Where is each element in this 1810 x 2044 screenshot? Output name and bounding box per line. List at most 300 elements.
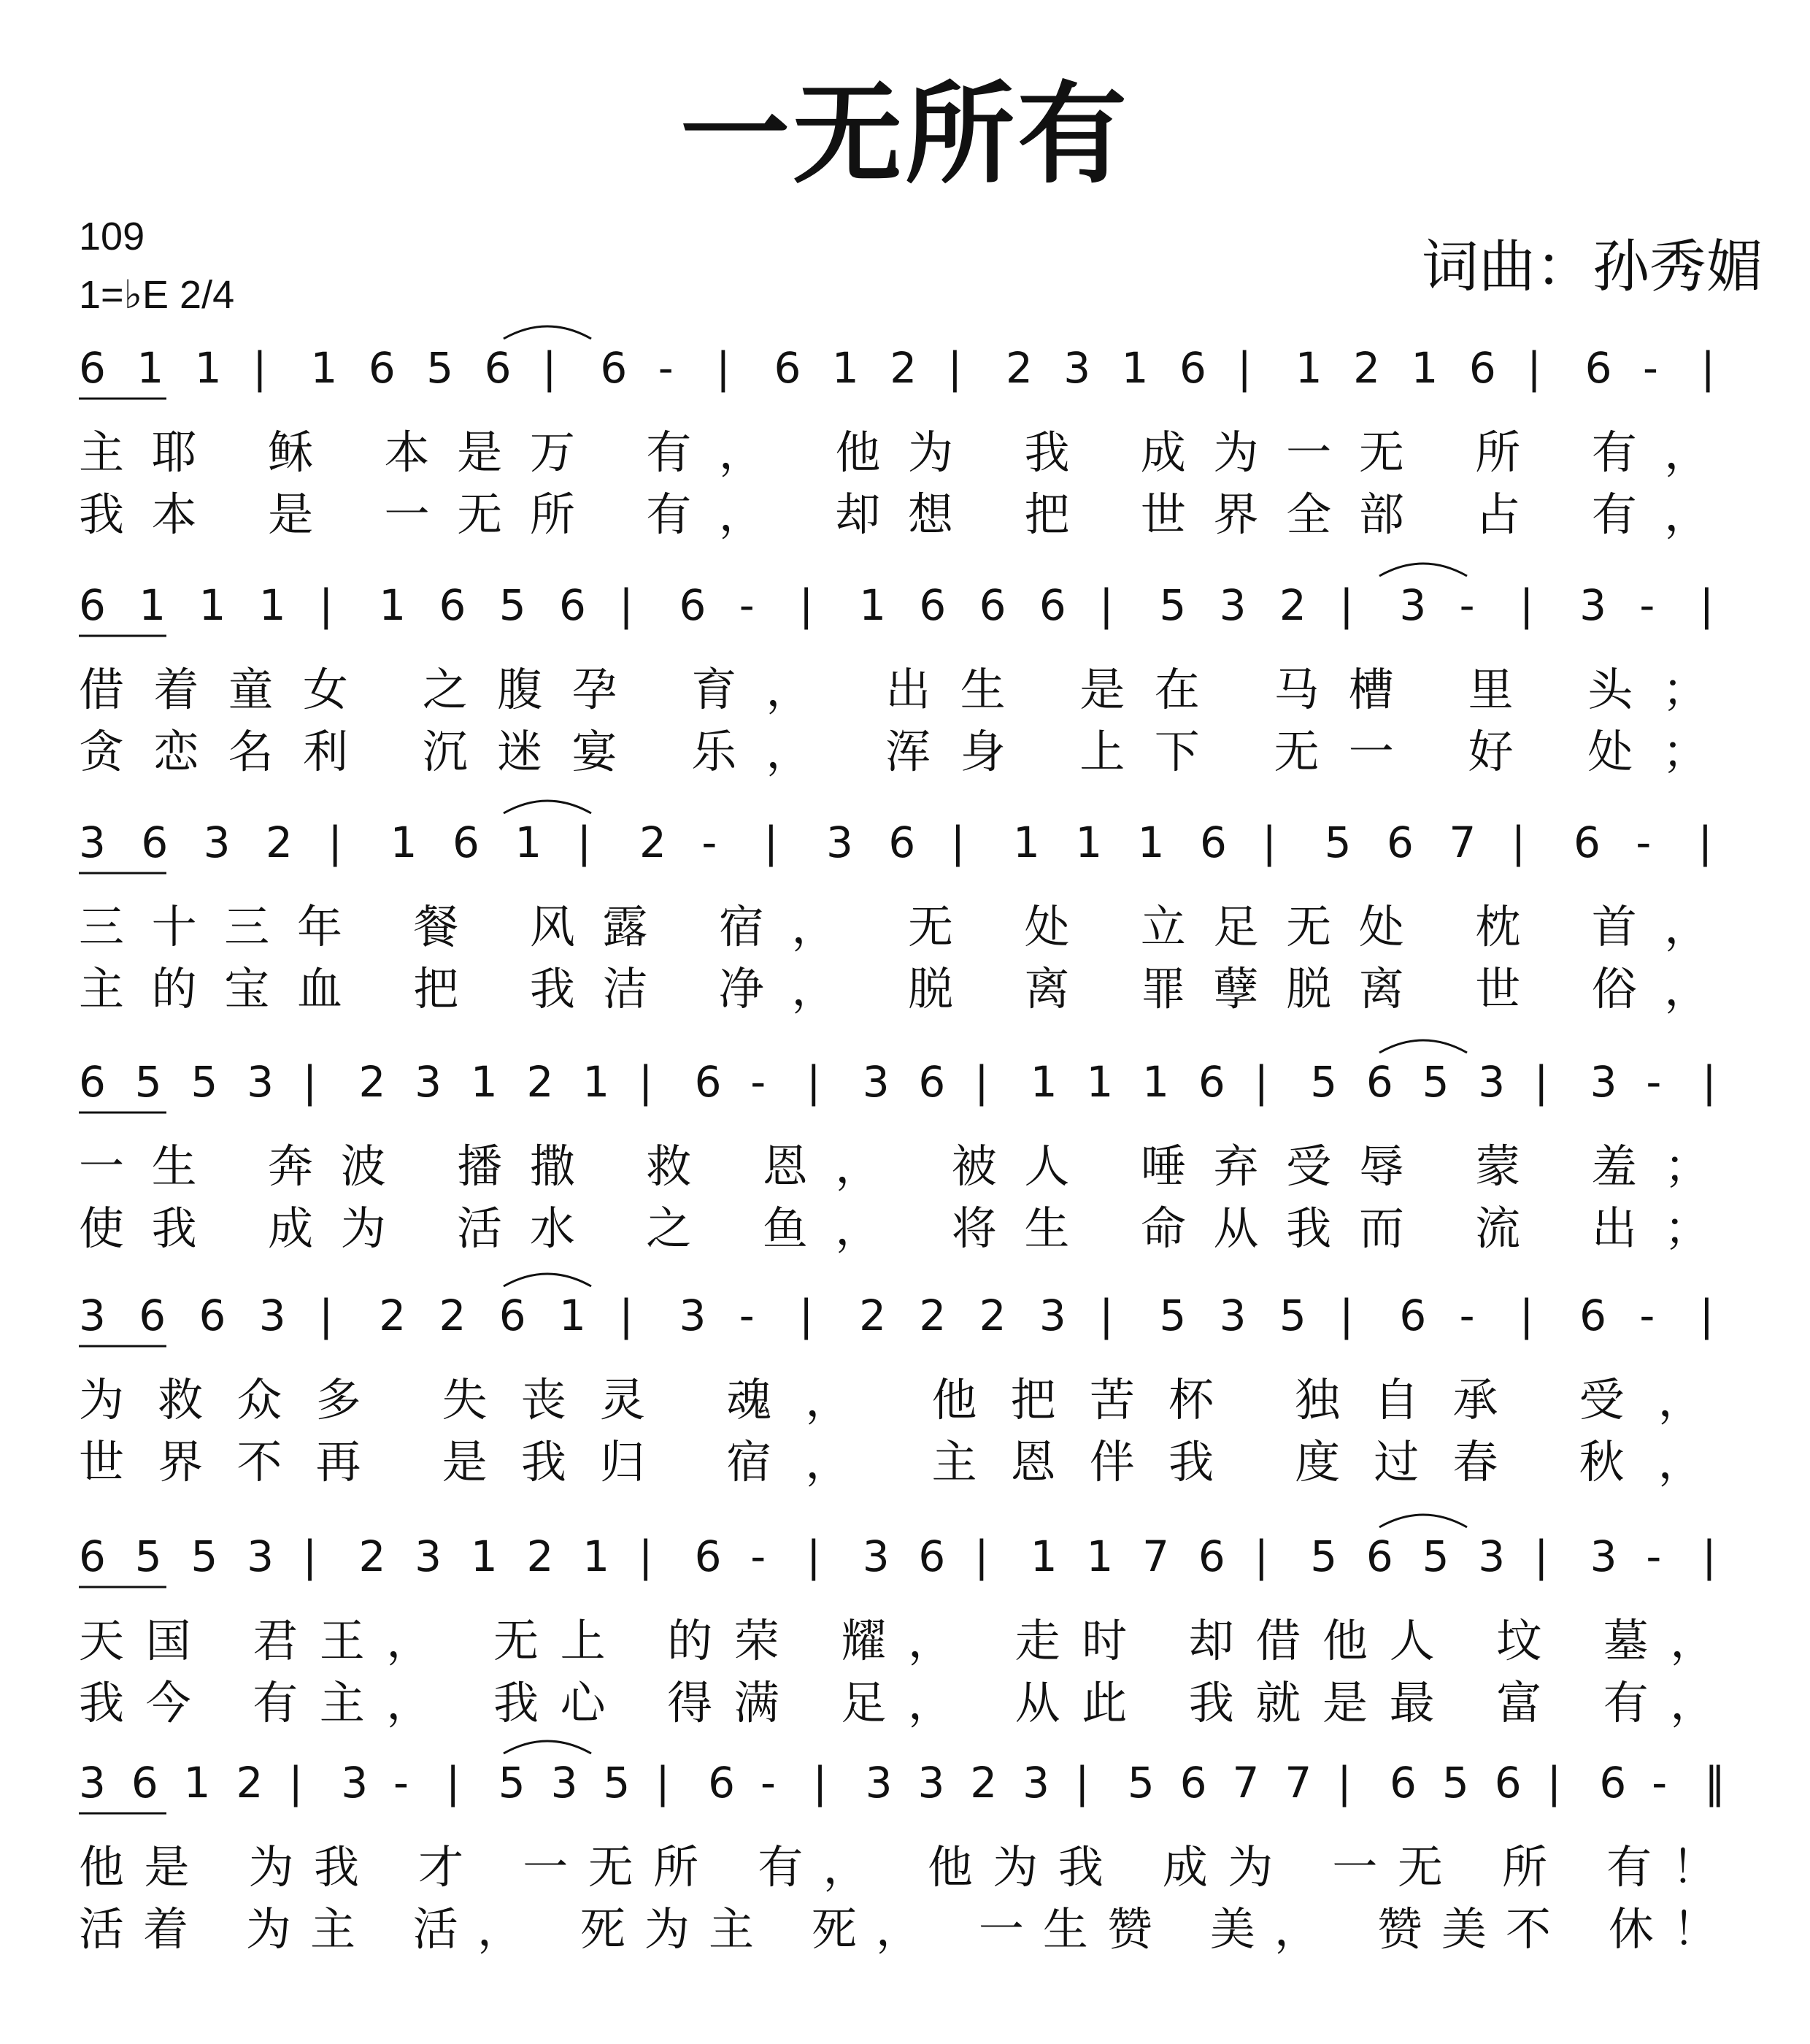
lyric-word: 墓， bbox=[1603, 1614, 1737, 1667]
slur bbox=[1379, 564, 1467, 576]
lyric-word: 成为 bbox=[1162, 1840, 1293, 1894]
note: 2 bbox=[439, 1291, 466, 1340]
note: 1 bbox=[1086, 1532, 1114, 1581]
barline: | bbox=[1254, 1057, 1269, 1107]
note: 3 bbox=[917, 1758, 945, 1807]
lyric-word: 所 bbox=[1475, 426, 1548, 479]
note: 1 bbox=[582, 1532, 610, 1581]
lyric-word: 世界全部 bbox=[1140, 488, 1432, 541]
lyric-word: 的荣 bbox=[667, 1614, 801, 1667]
note: - bbox=[701, 818, 717, 867]
lyric-word: 无 bbox=[908, 900, 981, 953]
note: - bbox=[750, 1532, 766, 1581]
note: 5 bbox=[1324, 818, 1352, 867]
lyric-word: 为我 bbox=[248, 1840, 380, 1894]
note: 3 bbox=[247, 1057, 274, 1107]
note: 3 bbox=[1478, 1532, 1506, 1581]
lyric-word: 有， bbox=[646, 488, 792, 541]
note: 1 bbox=[1075, 818, 1103, 867]
note: - bbox=[1636, 818, 1652, 867]
note: 2 bbox=[526, 1532, 554, 1581]
barline: | bbox=[302, 1057, 317, 1107]
barline: | bbox=[1511, 818, 1526, 867]
note: 1 bbox=[1030, 1057, 1058, 1107]
lyric-word: 成为 bbox=[268, 1202, 414, 1255]
note: 6 bbox=[79, 343, 106, 393]
barline: | bbox=[798, 580, 814, 630]
lyric-word: 贪恋名利 bbox=[79, 725, 378, 778]
note: 1 bbox=[470, 1057, 498, 1107]
barline: | bbox=[253, 343, 267, 393]
note: 6 bbox=[1039, 580, 1066, 630]
note: 1 bbox=[183, 1758, 211, 1807]
lyric-word: 风露 bbox=[529, 900, 676, 953]
lyric-word: 活， bbox=[412, 1902, 542, 1956]
barline: ‖ bbox=[1704, 1758, 1726, 1807]
note: 6 bbox=[439, 580, 466, 630]
barline: | bbox=[806, 1532, 821, 1581]
lyric-word: 是 bbox=[268, 488, 341, 541]
barline: | bbox=[1254, 1532, 1269, 1581]
note: 7 bbox=[1449, 818, 1476, 867]
note: 6 bbox=[774, 343, 801, 393]
barline: | bbox=[1698, 818, 1713, 867]
lyric-word: 有， bbox=[1603, 1676, 1737, 1729]
lyric-word: 借着童女 bbox=[79, 663, 378, 716]
note: 3 bbox=[203, 818, 231, 867]
note: 6 bbox=[558, 580, 586, 630]
key-signature: 1=♭E 2/4 bbox=[79, 273, 235, 317]
note: 1 bbox=[1142, 1057, 1170, 1107]
lyric-word: 得满 bbox=[667, 1676, 801, 1729]
note: 1 bbox=[139, 580, 166, 630]
note: 6 bbox=[79, 1057, 106, 1107]
note: 2 bbox=[1005, 343, 1033, 393]
barline: | bbox=[445, 1758, 461, 1807]
note: 5 bbox=[498, 580, 526, 630]
note: 3 bbox=[1063, 343, 1091, 393]
note: 1 bbox=[859, 580, 887, 630]
note: 2 bbox=[979, 1291, 1006, 1340]
note: 6 bbox=[888, 818, 916, 867]
note: 6 bbox=[368, 343, 396, 393]
lyric-word: 有， bbox=[758, 1840, 889, 1894]
barline: | bbox=[1519, 1291, 1534, 1340]
barline: | bbox=[1099, 1291, 1114, 1340]
lyric-word: 之腹孕 bbox=[422, 663, 647, 716]
lyric-word: 恩， bbox=[762, 1140, 908, 1193]
lyric-word: 我心 bbox=[493, 1676, 628, 1729]
barline: | bbox=[1074, 1758, 1090, 1807]
note: 3 bbox=[79, 818, 106, 867]
note: 6 bbox=[918, 1532, 946, 1581]
lyric-word: 我洁 bbox=[529, 962, 676, 1015]
barline: | bbox=[1702, 1532, 1717, 1581]
lyric-word: 耀， bbox=[841, 1614, 975, 1667]
note: 1 bbox=[1086, 1057, 1114, 1107]
lyric-word: 处； bbox=[1587, 725, 1737, 778]
lyric-word: 却想 bbox=[835, 488, 981, 541]
lyric-word: 浑身 bbox=[885, 725, 1035, 778]
barline: | bbox=[328, 818, 342, 867]
note: - bbox=[1459, 580, 1475, 630]
note: 3 bbox=[1478, 1057, 1506, 1107]
lyric-word: 却借他人 bbox=[1188, 1614, 1457, 1667]
note: 5 bbox=[134, 1532, 162, 1581]
barline: | bbox=[1237, 343, 1252, 393]
note: 6 bbox=[131, 1758, 158, 1807]
note: 2 bbox=[1353, 343, 1381, 393]
lyric-word: 占 bbox=[1475, 488, 1548, 541]
note: 3 bbox=[247, 1532, 274, 1581]
note: 1 bbox=[258, 580, 286, 630]
lyric-word: 奔波 bbox=[268, 1140, 414, 1193]
note: - bbox=[1646, 1057, 1662, 1107]
lyric-word: 一无所 bbox=[384, 488, 603, 541]
barline: | bbox=[716, 343, 731, 393]
barline: | bbox=[638, 1057, 653, 1107]
lyric-word: 独自承 bbox=[1295, 1373, 1532, 1426]
lyric-word: 一无所 bbox=[523, 1840, 719, 1894]
lyric-word: 使我 bbox=[79, 1202, 225, 1255]
note: - bbox=[393, 1758, 409, 1807]
lyric-word: 羞； bbox=[1591, 1140, 1737, 1193]
note: 1 bbox=[136, 343, 164, 393]
note: 5 bbox=[190, 1057, 218, 1107]
barline: | bbox=[1262, 818, 1276, 867]
note: 2 bbox=[236, 1758, 263, 1807]
note: 3 bbox=[862, 1057, 890, 1107]
note: 5 bbox=[498, 1758, 525, 1807]
note: 6 bbox=[1399, 1291, 1427, 1340]
lyric-word: 有， bbox=[1591, 488, 1737, 541]
note: 3 bbox=[79, 1758, 106, 1807]
lyric-word: 度过春 bbox=[1295, 1435, 1532, 1488]
note: 6 bbox=[484, 343, 512, 393]
barline: | bbox=[950, 818, 966, 867]
note: 3 bbox=[1039, 1291, 1066, 1340]
lyric-word: 赞美不 bbox=[1376, 1902, 1571, 1956]
note: 6 bbox=[919, 580, 947, 630]
lyric-word: 他是 bbox=[79, 1840, 209, 1894]
barline: | bbox=[1099, 580, 1114, 630]
lyric-word: 君王， bbox=[253, 1614, 454, 1667]
note: 2 bbox=[639, 818, 666, 867]
lyric-word: 主的宝血 bbox=[79, 962, 370, 1015]
slur bbox=[504, 1741, 591, 1753]
note: 7 bbox=[1142, 1532, 1170, 1581]
barline: | bbox=[577, 818, 592, 867]
lyric-word: 他为我 bbox=[927, 1840, 1124, 1894]
lyric-word: 上下 bbox=[1079, 725, 1230, 778]
lyric-word: 我今 bbox=[79, 1676, 213, 1729]
barline: | bbox=[763, 818, 779, 867]
note: 1 bbox=[1121, 343, 1149, 393]
note: 6 bbox=[1494, 1758, 1522, 1807]
barline: | bbox=[947, 343, 963, 393]
slur bbox=[504, 326, 591, 339]
note: 2 bbox=[266, 818, 293, 867]
note: 1 bbox=[379, 580, 407, 630]
lyric-word: 首， bbox=[1591, 900, 1737, 953]
note: 6 bbox=[694, 1532, 722, 1581]
lyric-word: 播撒 bbox=[457, 1140, 603, 1193]
note: 3 bbox=[679, 1291, 706, 1340]
lyric-word: 本是万 bbox=[384, 426, 603, 479]
lyric-word: 失丧灵 bbox=[442, 1373, 679, 1426]
note: 7 bbox=[1285, 1758, 1312, 1807]
lyric-word: 一生 bbox=[79, 1140, 225, 1193]
lyric-word: 俗， bbox=[1591, 962, 1737, 1015]
lyric-word: 从此 bbox=[1014, 1676, 1149, 1729]
note: 5 bbox=[1127, 1758, 1155, 1807]
barline: | bbox=[974, 1532, 989, 1581]
lyric-word: 有主， bbox=[253, 1676, 454, 1729]
lyric-word: 坟 bbox=[1496, 1614, 1563, 1667]
note: 3 bbox=[1590, 1532, 1617, 1581]
note: 5 bbox=[1159, 580, 1187, 630]
lyric-word: 把 bbox=[1024, 488, 1098, 541]
note: 6 bbox=[1366, 1532, 1393, 1581]
barline: | bbox=[812, 1758, 828, 1807]
lyric-word: 流 bbox=[1475, 1202, 1548, 1255]
note: - bbox=[750, 1057, 766, 1107]
note: 6 bbox=[1200, 818, 1227, 867]
note: 6 bbox=[79, 1532, 106, 1581]
slur bbox=[504, 801, 591, 813]
barline: | bbox=[655, 1758, 670, 1807]
lyric-word: 足， bbox=[841, 1676, 975, 1729]
barline: | bbox=[619, 1291, 634, 1340]
note: 6 bbox=[1198, 1057, 1225, 1107]
lyric-word: 天国 bbox=[79, 1614, 213, 1667]
lyric-word: 脱 bbox=[908, 962, 981, 1015]
note: 1 bbox=[558, 1291, 586, 1340]
note: 5 bbox=[190, 1532, 218, 1581]
lyric-word: 鱼， bbox=[762, 1202, 908, 1255]
note: 2 bbox=[970, 1758, 998, 1807]
note: 5 bbox=[1441, 1758, 1469, 1807]
note: 1 bbox=[582, 1057, 610, 1107]
note: 6 bbox=[1198, 1532, 1225, 1581]
note: 2 bbox=[890, 343, 917, 393]
note: 6 bbox=[679, 580, 706, 630]
lyric-word: 离 bbox=[1024, 962, 1098, 1015]
lyric-word: 受， bbox=[1579, 1373, 1737, 1426]
note: 2 bbox=[358, 1532, 386, 1581]
note: 2 bbox=[526, 1057, 554, 1107]
lyric-word: 出； bbox=[1591, 1202, 1737, 1255]
barline: | bbox=[1533, 1057, 1549, 1107]
lyric-word: 好 bbox=[1468, 725, 1543, 778]
note: 6 bbox=[918, 1057, 946, 1107]
note: 5 bbox=[134, 1057, 162, 1107]
barline: | bbox=[302, 1532, 317, 1581]
note: 7 bbox=[1232, 1758, 1260, 1807]
lyric-word: 世 bbox=[1475, 962, 1548, 1015]
note: 5 bbox=[1422, 1057, 1449, 1107]
lyric-word: 唾弃受辱 bbox=[1140, 1140, 1432, 1193]
lyric-word: 里 bbox=[1468, 663, 1543, 716]
lyric-word: 宿， bbox=[718, 900, 865, 953]
barline: | bbox=[638, 1532, 653, 1581]
note: 2 bbox=[919, 1291, 947, 1340]
barline: | bbox=[318, 1291, 334, 1340]
note: - bbox=[1646, 1532, 1662, 1581]
note: 6 bbox=[1579, 1291, 1606, 1340]
note: 3 bbox=[1579, 580, 1606, 630]
note: - bbox=[739, 580, 755, 630]
note: 3 bbox=[1219, 580, 1247, 630]
lyric-word: 把 bbox=[413, 962, 487, 1015]
note: 6 bbox=[1390, 1758, 1417, 1807]
barline: | bbox=[1701, 343, 1715, 393]
lyric-word: 有！ bbox=[1606, 1840, 1737, 1894]
lyric-word: 休！ bbox=[1608, 1902, 1737, 1956]
author-credit: 词曲：孙秀媚 bbox=[1421, 234, 1763, 300]
lyric-word: 他把苦杯 bbox=[931, 1373, 1248, 1426]
note: - bbox=[658, 343, 674, 393]
barline: | bbox=[1699, 580, 1714, 630]
lyric-word: 头； bbox=[1587, 663, 1737, 716]
note: 1 bbox=[390, 818, 417, 867]
lyric-word: 蒙 bbox=[1475, 1140, 1548, 1193]
note: 6 bbox=[452, 818, 480, 867]
lyric-word: 主耶 bbox=[79, 426, 225, 479]
barline: | bbox=[1527, 343, 1541, 393]
lyric-word: 富 bbox=[1496, 1676, 1563, 1729]
barline: | bbox=[806, 1057, 821, 1107]
note: 3 bbox=[826, 818, 853, 867]
lyric-word: 救 bbox=[646, 1140, 719, 1193]
lyric-word: 我 bbox=[1024, 426, 1098, 479]
note: 3 bbox=[341, 1758, 369, 1807]
note: 6 bbox=[600, 343, 628, 393]
note: 1 bbox=[831, 343, 859, 393]
lyric-word: 立足无处 bbox=[1140, 900, 1432, 953]
lyric-word: 他为 bbox=[835, 426, 981, 479]
lyric-word: 出生 bbox=[885, 663, 1035, 716]
lyric-word: 无上 bbox=[493, 1614, 628, 1667]
lyric-word: 主恩伴我 bbox=[931, 1435, 1248, 1488]
barline: | bbox=[1339, 580, 1354, 630]
barline: | bbox=[974, 1057, 989, 1107]
lyric-word: 死， bbox=[811, 1902, 941, 1956]
lyric-word: 罪孽脱离 bbox=[1140, 962, 1432, 1015]
note: 1 bbox=[470, 1532, 498, 1581]
note: 3 bbox=[1219, 1291, 1247, 1340]
lyric-word: 乐， bbox=[691, 725, 841, 778]
note: 1 bbox=[1411, 343, 1439, 393]
note: 6 bbox=[139, 1291, 166, 1340]
note: 6 bbox=[199, 1291, 226, 1340]
lyric-word: 净， bbox=[718, 962, 865, 1015]
lyric-word: 枕 bbox=[1475, 900, 1548, 953]
lyric-word: 命从我而 bbox=[1140, 1202, 1432, 1255]
note: 2 bbox=[1279, 580, 1306, 630]
note: 3 bbox=[865, 1758, 893, 1807]
lyric-word: 将生 bbox=[951, 1202, 1098, 1255]
barline: | bbox=[288, 1758, 303, 1807]
note: 1 bbox=[1137, 818, 1165, 867]
note: 6 bbox=[498, 1291, 526, 1340]
note: 6 bbox=[708, 1758, 735, 1807]
song-number: 109 bbox=[79, 215, 145, 258]
note: 1 bbox=[1013, 818, 1040, 867]
lyric-word: 才 bbox=[418, 1840, 484, 1894]
lyric-word: 有， bbox=[646, 426, 792, 479]
note: 5 bbox=[1159, 1291, 1187, 1340]
lyric-word: 所 bbox=[1501, 1840, 1568, 1894]
barline: | bbox=[318, 580, 334, 630]
note: 1 bbox=[1030, 1532, 1058, 1581]
note: 3 bbox=[1023, 1758, 1050, 1807]
note: 5 bbox=[603, 1758, 631, 1807]
lyric-word: 秋， bbox=[1579, 1435, 1737, 1488]
song-title: 一无所有 bbox=[679, 72, 1130, 199]
lyric-word: 沉迷宴 bbox=[422, 725, 647, 778]
lyric-word: 无一 bbox=[1274, 725, 1424, 778]
note: 6 bbox=[1387, 818, 1414, 867]
slur bbox=[504, 1274, 591, 1286]
note: - bbox=[1652, 1758, 1668, 1807]
lyric-word: 处 bbox=[1024, 900, 1098, 953]
barline: | bbox=[1339, 1291, 1354, 1340]
note: 1 bbox=[515, 818, 542, 867]
note: 6 bbox=[1574, 818, 1601, 867]
lyric-word: 三十三年 bbox=[79, 900, 370, 953]
note: 3 bbox=[79, 1291, 106, 1340]
lyric-word: 我本 bbox=[79, 488, 225, 541]
note: 3 bbox=[415, 1057, 442, 1107]
lyric-word: 宿， bbox=[726, 1435, 885, 1488]
note: - bbox=[1459, 1291, 1475, 1340]
lyric-word: 世界不再 bbox=[79, 1435, 395, 1488]
lyric-word: 有， bbox=[1591, 426, 1737, 479]
note: 3 bbox=[862, 1532, 890, 1581]
lyric-word: 美， bbox=[1209, 1902, 1339, 1956]
note: 2 bbox=[379, 1291, 407, 1340]
lyric-word: 育， bbox=[691, 663, 841, 716]
lyric-word: 之 bbox=[646, 1202, 719, 1255]
note: 6 bbox=[1179, 1758, 1207, 1807]
note: 1 bbox=[1295, 343, 1322, 393]
note: 6 bbox=[694, 1057, 722, 1107]
note: 6 bbox=[1584, 343, 1612, 393]
slur bbox=[1379, 1040, 1467, 1053]
barline: | bbox=[1533, 1532, 1549, 1581]
lyric-word: 餐 bbox=[413, 900, 487, 953]
note: 5 bbox=[1310, 1532, 1338, 1581]
barline: | bbox=[1547, 1758, 1562, 1807]
note: - bbox=[1639, 580, 1655, 630]
note: 5 bbox=[1310, 1057, 1338, 1107]
note: 6 bbox=[1179, 343, 1206, 393]
barline: | bbox=[1702, 1057, 1717, 1107]
note: 6 bbox=[1468, 343, 1496, 393]
lyric-word: 成为一无 bbox=[1140, 426, 1432, 479]
note: 2 bbox=[358, 1057, 386, 1107]
note: 3 bbox=[415, 1532, 442, 1581]
note: 3 bbox=[1590, 1057, 1617, 1107]
lyric-word: 死为主 bbox=[579, 1902, 774, 1956]
barline: | bbox=[619, 580, 634, 630]
note: 6 bbox=[979, 580, 1006, 630]
note: - bbox=[1643, 343, 1658, 393]
note: 1 bbox=[310, 343, 338, 393]
lyric-word: 马槽 bbox=[1274, 663, 1424, 716]
note: 3 bbox=[550, 1758, 578, 1807]
